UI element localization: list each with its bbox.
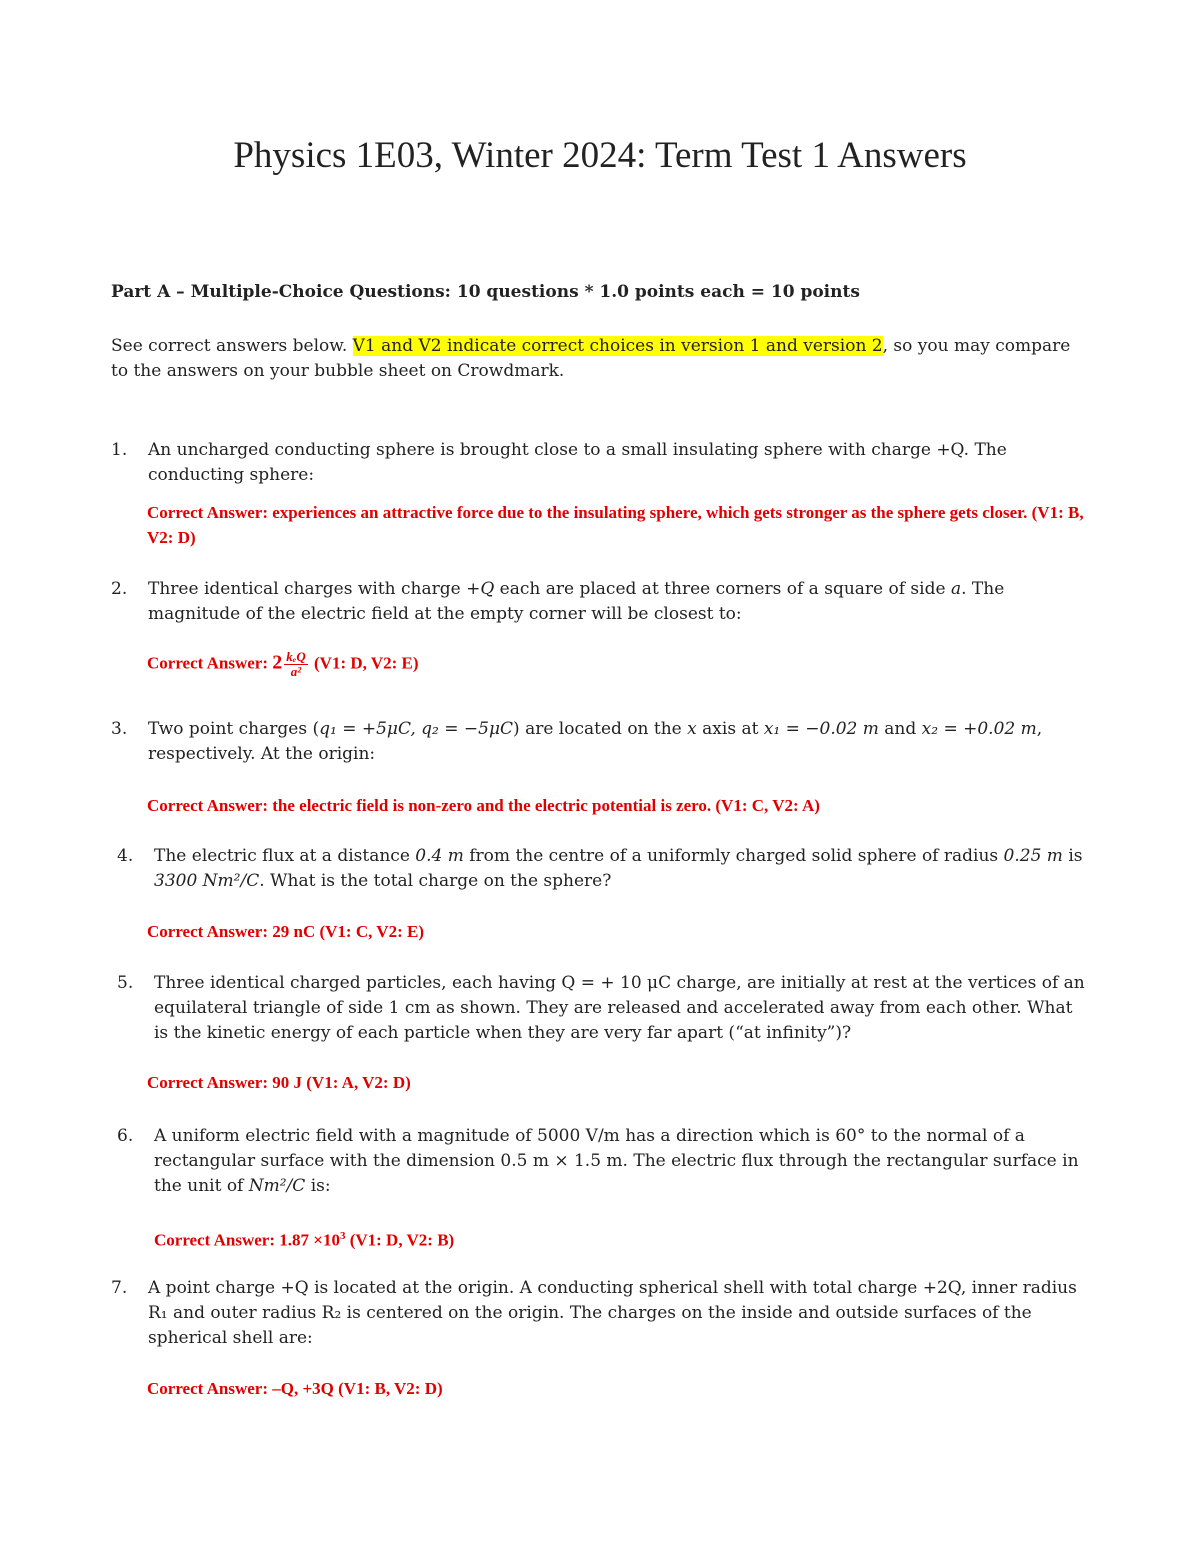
answer-label: Correct Answer: 1.87 ×10 bbox=[154, 1230, 340, 1250]
answer-versions: (V1: D, V2: B) bbox=[345, 1230, 455, 1250]
document-title: Physics 1E03, Winter 2024: Term Test 1 Answers bbox=[233, 135, 967, 176]
answer-exponent: 3 bbox=[339, 1230, 346, 1242]
question-number: 7. bbox=[111, 1278, 128, 1298]
intro-paragraph bbox=[111, 334, 1091, 384]
question-text-part: A uniform electric field with a magnitude of 5000 V/m has a direction which is 60° to the normal of a rectangular surface with the dimension 0.5 m × 1.5 m. The electric flux through the rectangular surface in the unit of bbox=[154, 1126, 1079, 1196]
answer-coefficient: 2 bbox=[272, 651, 283, 674]
question-text-part: is bbox=[1062, 846, 1083, 866]
question-text-part: Three identical charges with charge bbox=[148, 579, 467, 599]
math-expression: Nm²/C bbox=[248, 1176, 306, 1196]
intro-highlight: V1 and V2 indicate correct choices in version 1 and version 2 bbox=[352, 336, 883, 356]
question-number: 4. bbox=[117, 846, 134, 866]
answer-2 bbox=[147, 650, 1087, 679]
answer-6 bbox=[154, 1224, 1094, 1253]
question-text: An uncharged conducting sphere is brought close to a small insulating sphere with charge +Q. The conducting sphere: bbox=[148, 440, 1007, 485]
question-text-part: each are placed at three corners of a square of side bbox=[494, 579, 951, 599]
fraction-numerator: kₑQ bbox=[286, 649, 306, 664]
math-expression: 0.4 m bbox=[415, 846, 464, 866]
answer-label: Correct Answer: bbox=[147, 653, 273, 673]
intro-text-end: , so you may compare to the answers on your bubble sheet on Crowdmark. bbox=[111, 336, 1071, 381]
question-number: 6. bbox=[117, 1126, 134, 1146]
math-expression: q₁ = +5μC, q₂ = −5μC bbox=[319, 719, 514, 739]
question-text-part: , respectively. At the origin: bbox=[148, 719, 1043, 764]
answer-5: Correct Answer: 90 J (V1: A, V2: D) bbox=[147, 1073, 411, 1092]
question-text-part: Two point charges ( bbox=[148, 719, 320, 739]
math-expression: x₁ = −0.02 m bbox=[763, 719, 879, 739]
question-text-part: and bbox=[878, 719, 922, 739]
question-text bbox=[154, 844, 1092, 894]
question-text-part: . What is the total charge on the sphere? bbox=[259, 871, 612, 891]
question-number: 5. bbox=[117, 973, 134, 993]
question-text-part: ) are located on the bbox=[513, 719, 688, 739]
question-text bbox=[148, 717, 1091, 767]
part-a-heading: Part A – Multiple-Choice Questions: 10 questions * 1.0 points each = 10 points bbox=[111, 282, 860, 302]
question-text-part: The electric flux at a distance bbox=[154, 846, 416, 866]
question-number: 2. bbox=[111, 579, 128, 599]
question-text-part: from the centre of a uniformly charged solid sphere of radius bbox=[463, 846, 1004, 866]
question-text-part: axis at bbox=[696, 719, 764, 739]
fraction-denominator: a² bbox=[290, 664, 302, 679]
math-expression: 0.25 m bbox=[1003, 846, 1063, 866]
question-text-part: . The magnitude of the electric field at the empty corner will be closest to: bbox=[148, 579, 1005, 624]
math-expression: a bbox=[950, 579, 962, 599]
question-text bbox=[154, 1124, 1092, 1199]
question-text-part: is: bbox=[305, 1176, 331, 1196]
math-expression: +Q bbox=[466, 579, 495, 599]
answer-4: Correct Answer: 29 nC (V1: C, V2: E) bbox=[147, 922, 424, 941]
question-number: 1. bbox=[111, 440, 128, 460]
question-text: Three identical charged particles, each having Q = + 10 μC charge, are initially at rest at the vertices of an equilateral triangle of side 1 cm as shown. They are released and accelerated away from each other. What is the kinetic energy of each particle when they are very far apart (“at infinity”)? bbox=[154, 973, 1085, 1043]
answer-3: Correct Answer: the electric field is non-zero and the electric potential is zero. (V1: C, V2: A) bbox=[147, 796, 820, 815]
intro-text: See correct answers below. bbox=[111, 336, 353, 356]
math-expression: x₂ = +0.02 m bbox=[921, 719, 1037, 739]
math-expression: 3300 Nm²/C bbox=[154, 871, 260, 891]
answer-1: Correct Answer: experiences an attractive force due to the insulating sphere, which gets stronger as the sphere gets closer. (V1: B, V2: D) bbox=[147, 503, 1084, 547]
answer-fraction bbox=[284, 650, 307, 679]
math-expression: x bbox=[687, 719, 697, 739]
answer-7: Correct Answer: –Q, +3Q (V1: B, V2: D) bbox=[147, 1379, 443, 1398]
question-text bbox=[148, 577, 1091, 627]
question-number: 3. bbox=[111, 719, 128, 739]
question-text: A point charge +Q is located at the origin. A conducting spherical shell with total charge +2Q, inner radius R₁ and outer radius R₂ is centered on the origin. The charges on the inside and outside surfaces of the spherical shell are: bbox=[148, 1278, 1077, 1348]
answer-versions: (V1: D, V2: E) bbox=[314, 653, 419, 673]
